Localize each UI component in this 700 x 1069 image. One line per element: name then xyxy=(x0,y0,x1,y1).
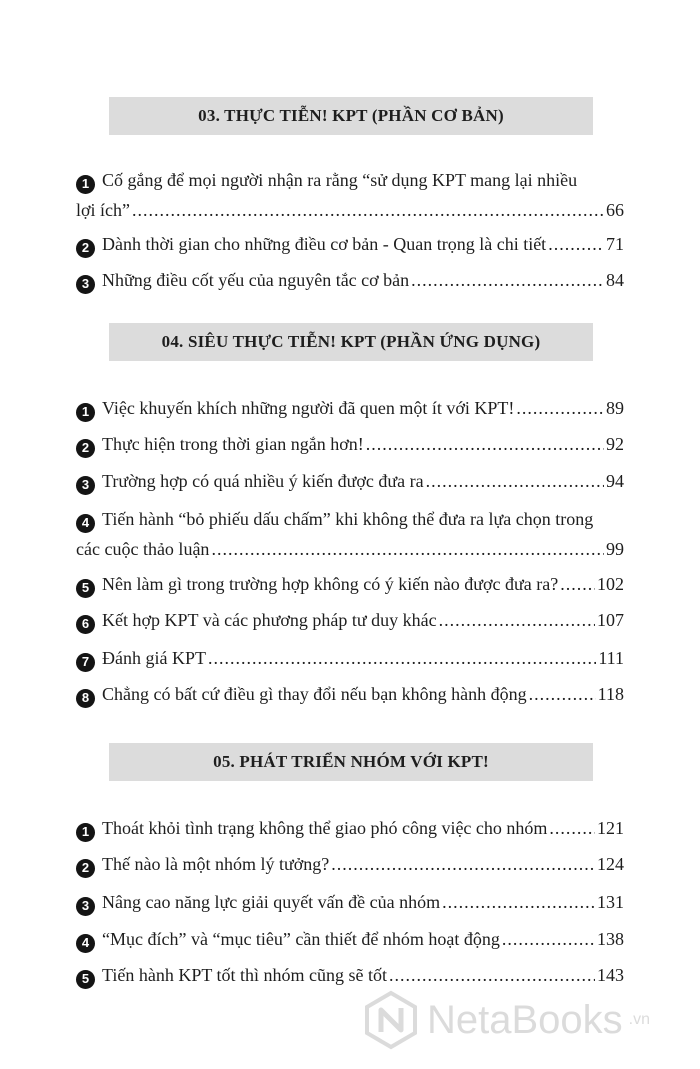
dot-leader xyxy=(439,605,595,635)
number-badge-icon: 5 xyxy=(76,970,95,989)
number-badge-icon: 3 xyxy=(76,897,95,916)
dot-leader xyxy=(211,534,604,564)
dot-leader xyxy=(442,887,595,917)
number-badge-icon: 1 xyxy=(76,823,95,842)
entry-title: Trường hợp có quá nhiều ý kiến được đưa ra xyxy=(102,471,424,491)
dot-leader xyxy=(132,195,604,225)
page-number: 102 xyxy=(597,574,624,594)
number-badge-icon: 6 xyxy=(76,615,95,634)
toc-entry[interactable] xyxy=(76,165,624,225)
entry-title-line1: Cố gắng để mọi người nhận ra rằng “sử dụng KPT mang lại nhiều xyxy=(102,170,578,190)
number-badge-icon: 1 xyxy=(76,175,95,194)
dot-leader xyxy=(529,679,596,709)
page-number: 107 xyxy=(597,610,624,630)
section-header-04: 04. SIÊU THỰC TIỄN! KPT (PHẦN ỨNG DỤNG) xyxy=(109,323,593,361)
dot-leader xyxy=(411,265,604,295)
toc-entry[interactable] xyxy=(76,504,624,564)
page-number: 89 xyxy=(606,398,624,418)
number-badge-icon: 2 xyxy=(76,439,95,458)
page-number: 84 xyxy=(606,270,624,290)
toc-entry[interactable] xyxy=(76,265,624,295)
entry-title: Chẳng có bất cứ điều gì thay đổi nếu bạn không hành động xyxy=(102,684,527,704)
page-number: 124 xyxy=(597,854,624,874)
page-number: 92 xyxy=(606,434,624,454)
page-number: 94 xyxy=(606,471,624,491)
entry-title: Kết hợp KPT và các phương pháp tư duy khác xyxy=(102,610,437,630)
number-badge-icon: 2 xyxy=(76,239,95,258)
toc-entry[interactable] xyxy=(76,429,624,459)
section-header-03: 03. THỰC TIỄN! KPT (PHẦN CƠ BẢN) xyxy=(109,97,593,135)
entry-title: “Mục đích” và “mục tiêu” cần thiết để nhóm hoạt động xyxy=(102,929,500,949)
number-badge-icon: 7 xyxy=(76,653,95,672)
netabooks-watermark xyxy=(361,990,650,1050)
toc-entry[interactable] xyxy=(76,887,624,917)
dot-leader xyxy=(549,813,595,843)
toc-entry[interactable] xyxy=(76,813,624,843)
toc-entry[interactable] xyxy=(76,960,624,990)
page-number: 99 xyxy=(606,539,624,559)
dot-leader xyxy=(560,569,595,599)
netabooks-logo-icon xyxy=(361,990,421,1050)
toc-entry[interactable] xyxy=(76,605,624,635)
toc-entry[interactable] xyxy=(76,643,624,673)
dot-leader xyxy=(366,429,604,459)
dot-leader xyxy=(426,466,604,496)
page-number: 71 xyxy=(606,234,624,254)
entry-title: Tiến hành KPT tốt thì nhóm cũng sẽ tốt xyxy=(102,965,388,985)
entry-title: Nên làm gì trong trường hợp không có ý kiến nào được đưa ra? xyxy=(102,574,559,594)
page-number: 66 xyxy=(606,200,624,220)
number-badge-icon: 5 xyxy=(76,579,95,598)
watermark-text: NetaBooks xyxy=(427,997,623,1042)
number-badge-icon: 4 xyxy=(76,514,95,533)
page-number: 111 xyxy=(598,648,624,668)
page-number: 121 xyxy=(597,818,624,838)
page-number: 138 xyxy=(597,929,624,949)
page-number: 131 xyxy=(597,892,624,912)
toc-entry[interactable] xyxy=(76,393,624,423)
number-badge-icon: 3 xyxy=(76,275,95,294)
dot-leader xyxy=(389,960,595,990)
entry-title: Đánh giá KPT xyxy=(102,648,206,668)
section-header-05: 05. PHÁT TRIỂN NHÓM VỚI KPT! xyxy=(109,743,593,781)
entry-title: Thoát khỏi tình trạng không thể giao phó công việc cho nhóm xyxy=(102,818,548,838)
page-number: 118 xyxy=(597,684,624,704)
dot-leader xyxy=(516,393,604,423)
entry-title-line1: Tiến hành “bỏ phiếu dấu chấm” khi không thể đưa ra lựa chọn trong xyxy=(102,509,594,529)
toc-entry[interactable] xyxy=(76,466,624,496)
toc-entry[interactable] xyxy=(76,569,624,599)
entry-title: Thế nào là một nhóm lý tưởng? xyxy=(102,854,330,874)
entry-title: Nâng cao năng lực giải quyết vấn đề của nhóm xyxy=(102,892,441,912)
entry-title: Việc khuyến khích những người đã quen một ít với KPT! xyxy=(102,398,515,418)
entry-title: Những điều cốt yếu của nguyên tắc cơ bản xyxy=(102,270,410,290)
entry-title: các cuộc thảo luận xyxy=(76,539,210,559)
number-badge-icon: 2 xyxy=(76,859,95,878)
watermark-suffix: .vn xyxy=(628,1011,651,1028)
toc-entry[interactable] xyxy=(76,679,624,709)
number-badge-icon: 3 xyxy=(76,476,95,495)
dot-leader xyxy=(331,849,595,879)
dot-leader xyxy=(548,229,604,259)
dot-leader xyxy=(502,924,595,954)
page-number: 143 xyxy=(597,965,624,985)
number-badge-icon: 4 xyxy=(76,934,95,953)
toc-entry[interactable] xyxy=(76,849,624,879)
entry-title: Thực hiện trong thời gian ngắn hơn! xyxy=(102,434,364,454)
dot-leader xyxy=(208,643,596,673)
entry-title: lợi ích” xyxy=(76,200,130,220)
toc-entry[interactable] xyxy=(76,924,624,954)
entry-title: Dành thời gian cho những điều cơ bản - Quan trọng là chi tiết xyxy=(102,234,547,254)
number-badge-icon: 8 xyxy=(76,689,95,708)
toc-entry[interactable] xyxy=(76,229,624,259)
number-badge-icon: 1 xyxy=(76,403,95,422)
